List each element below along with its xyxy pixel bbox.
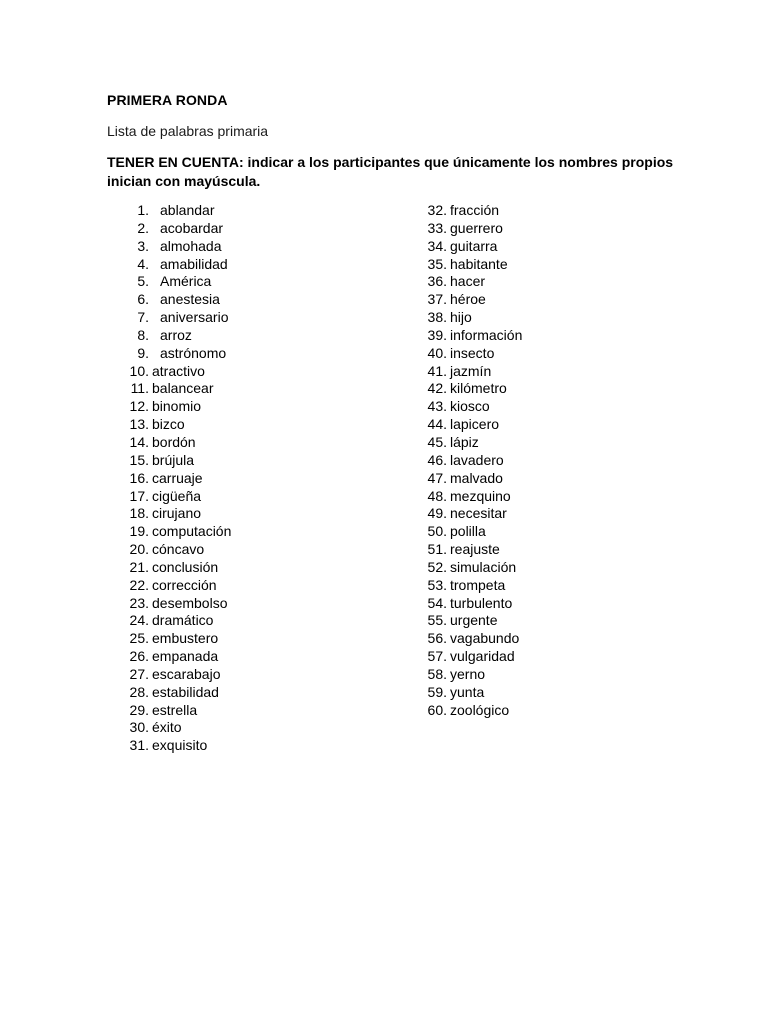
word-number: 9. bbox=[137, 344, 149, 361]
word-list-item bbox=[107, 291, 231, 309]
word-list-item bbox=[407, 220, 522, 238]
word-list-item bbox=[407, 291, 522, 309]
word-text: astrónomo bbox=[160, 344, 227, 361]
word-number: 59. bbox=[427, 683, 447, 700]
word-text: amabilidad bbox=[160, 255, 228, 272]
word-text: polilla bbox=[450, 523, 486, 540]
word-number: 37. bbox=[427, 291, 447, 308]
word-list-item bbox=[407, 488, 522, 506]
word-list-item bbox=[107, 327, 231, 345]
word-list-item bbox=[107, 434, 231, 452]
word-text: escarabajo bbox=[152, 665, 221, 682]
word-list-item bbox=[407, 559, 522, 577]
word-number: 5. bbox=[137, 273, 149, 290]
word-list-item bbox=[107, 630, 231, 648]
word-text: información bbox=[450, 326, 523, 343]
word-list-item bbox=[407, 380, 522, 398]
word-list-item bbox=[407, 666, 522, 684]
word-text: ablandar bbox=[160, 202, 215, 218]
word-list-item bbox=[107, 220, 231, 238]
word-number: 4. bbox=[137, 255, 149, 272]
word-number: 13. bbox=[129, 416, 149, 433]
word-list-item bbox=[107, 541, 231, 559]
word-text: América bbox=[160, 273, 212, 290]
word-list-item bbox=[107, 577, 231, 595]
word-text: mezquino bbox=[450, 487, 511, 504]
word-text: exquisito bbox=[152, 737, 208, 754]
instruction-note: TENER EN CUENTA: indicar a los participantes que únicamente los nombres propios inician con mayúscula. bbox=[107, 154, 674, 189]
word-list-item bbox=[107, 345, 231, 363]
word-text: almohada bbox=[160, 237, 222, 254]
word-text: urgente bbox=[450, 612, 498, 629]
word-list-item bbox=[107, 523, 231, 541]
word-text: lapicero bbox=[450, 416, 500, 433]
word-text: lavadero bbox=[450, 451, 504, 468]
word-number: 22. bbox=[129, 576, 149, 593]
word-number: 50. bbox=[427, 523, 447, 540]
word-number: 19. bbox=[129, 523, 149, 540]
word-number: 47. bbox=[427, 469, 447, 486]
word-list-item bbox=[407, 273, 522, 291]
word-number: 60. bbox=[427, 701, 447, 718]
word-text: estabilidad bbox=[152, 683, 219, 700]
word-text: empanada bbox=[152, 648, 219, 665]
word-number: 55. bbox=[427, 612, 447, 629]
word-list-item bbox=[407, 612, 522, 630]
document-title: PRIMERA RONDA bbox=[107, 92, 228, 108]
word-text: cirujano bbox=[152, 505, 202, 522]
word-list-item bbox=[407, 363, 522, 381]
word-number: 24. bbox=[129, 612, 149, 629]
word-text: bordón bbox=[152, 433, 196, 450]
word-list-item bbox=[407, 577, 522, 595]
word-text: héroe bbox=[450, 291, 486, 308]
word-text: anestesia bbox=[160, 291, 220, 308]
word-text: embustero bbox=[152, 630, 219, 647]
word-number: 15. bbox=[129, 451, 149, 468]
word-list-item bbox=[407, 505, 522, 523]
word-number: 27. bbox=[129, 665, 149, 682]
word-text: guitarra bbox=[450, 237, 498, 254]
word-list-item bbox=[407, 702, 522, 720]
word-number: 3. bbox=[137, 237, 149, 254]
word-text: turbulento bbox=[450, 594, 513, 611]
word-list-item bbox=[107, 505, 231, 523]
word-list-item bbox=[107, 559, 231, 577]
word-text: zoológico bbox=[450, 701, 510, 718]
word-text: conclusión bbox=[152, 558, 219, 575]
word-text: kilómetro bbox=[450, 380, 507, 397]
word-list-item bbox=[407, 256, 522, 274]
word-text: estrella bbox=[152, 701, 198, 718]
word-list-item bbox=[107, 380, 231, 398]
word-list-item bbox=[107, 737, 231, 755]
word-list-item bbox=[407, 434, 522, 452]
word-number: 38. bbox=[427, 309, 447, 326]
word-text: reajuste bbox=[450, 541, 500, 558]
word-number: 57. bbox=[427, 648, 447, 665]
word-list-item bbox=[407, 202, 522, 220]
word-number: 2. bbox=[137, 219, 149, 236]
word-number: 23. bbox=[129, 594, 149, 611]
word-number: 25. bbox=[129, 630, 149, 647]
word-text: bizco bbox=[152, 416, 185, 433]
word-list-item bbox=[107, 202, 231, 220]
word-text: binomio bbox=[152, 398, 202, 415]
word-number: 33. bbox=[427, 219, 447, 236]
word-list-item bbox=[107, 684, 231, 702]
word-number: 21. bbox=[129, 558, 149, 575]
word-number: 58. bbox=[427, 665, 447, 682]
word-text: yerno bbox=[450, 665, 486, 682]
word-list-item bbox=[407, 470, 522, 488]
word-list-item bbox=[407, 345, 522, 363]
word-text: éxito bbox=[152, 719, 182, 736]
word-number: 14. bbox=[129, 433, 149, 450]
word-number: 41. bbox=[427, 362, 447, 379]
word-number: 35. bbox=[427, 255, 447, 272]
word-list-item bbox=[107, 309, 231, 327]
word-list-item bbox=[407, 309, 522, 327]
word-number: 39. bbox=[427, 326, 447, 343]
word-number: 56. bbox=[427, 630, 447, 647]
word-text: simulación bbox=[450, 558, 517, 575]
word-list-item bbox=[107, 238, 231, 256]
word-text: fracción bbox=[450, 202, 500, 218]
word-list-item bbox=[407, 416, 522, 434]
word-number: 42. bbox=[427, 380, 447, 397]
word-text: dramático bbox=[152, 612, 214, 629]
word-number: 45. bbox=[427, 433, 447, 450]
word-list-item bbox=[107, 719, 231, 737]
word-number: 52. bbox=[427, 558, 447, 575]
word-list-item bbox=[107, 416, 231, 434]
word-number: 46. bbox=[427, 451, 447, 468]
word-text: yunta bbox=[450, 683, 485, 700]
word-text: computación bbox=[152, 523, 232, 540]
word-list-item bbox=[407, 452, 522, 470]
word-list-item bbox=[407, 595, 522, 613]
word-list-item bbox=[407, 541, 522, 559]
word-number: 10. bbox=[129, 362, 149, 379]
word-list-item bbox=[107, 256, 231, 274]
word-text: atractivo bbox=[152, 362, 205, 379]
word-list-left bbox=[107, 202, 231, 755]
word-text: jazmín bbox=[450, 362, 492, 379]
word-number: 26. bbox=[129, 648, 149, 665]
word-list-item bbox=[107, 595, 231, 613]
word-list-item bbox=[407, 648, 522, 666]
word-text: arroz bbox=[160, 326, 192, 343]
word-text: aniversario bbox=[160, 309, 229, 326]
document-subtitle: Lista de palabras primaria bbox=[107, 123, 269, 139]
word-text: malvado bbox=[450, 469, 503, 486]
word-number: 18. bbox=[129, 505, 149, 522]
word-list-item bbox=[107, 648, 231, 666]
word-number: 6. bbox=[137, 291, 149, 308]
word-number: 16. bbox=[129, 469, 149, 486]
word-number: 31. bbox=[129, 737, 149, 754]
word-number: 12. bbox=[129, 398, 149, 415]
word-text: vagabundo bbox=[450, 630, 520, 647]
word-text: balancear bbox=[152, 380, 214, 397]
word-list-item bbox=[107, 273, 231, 291]
word-number: 1. bbox=[137, 202, 149, 218]
word-number: 51. bbox=[427, 541, 447, 558]
word-number: 17. bbox=[129, 487, 149, 504]
word-number: 29. bbox=[129, 701, 149, 718]
word-list-item bbox=[107, 470, 231, 488]
word-list-item bbox=[407, 523, 522, 541]
word-number: 7. bbox=[137, 309, 149, 326]
word-number: 43. bbox=[427, 398, 447, 415]
word-number: 49. bbox=[427, 505, 447, 522]
word-number: 20. bbox=[129, 541, 149, 558]
word-number: 30. bbox=[129, 719, 149, 736]
word-text: desembolso bbox=[152, 594, 228, 611]
word-text: kiosco bbox=[450, 398, 490, 415]
word-list-item bbox=[407, 327, 522, 345]
word-number: 28. bbox=[129, 683, 149, 700]
word-text: vulgaridad bbox=[450, 648, 515, 665]
word-list-item bbox=[407, 684, 522, 702]
word-text: brújula bbox=[152, 451, 195, 468]
word-number: 48. bbox=[427, 487, 447, 504]
word-list-item bbox=[407, 238, 522, 256]
word-list-item bbox=[407, 630, 522, 648]
word-list-item bbox=[107, 488, 231, 506]
word-text: guerrero bbox=[450, 219, 503, 236]
word-text: lápiz bbox=[450, 433, 479, 450]
word-number: 40. bbox=[427, 344, 447, 361]
word-list-item bbox=[407, 398, 522, 416]
word-text: carruaje bbox=[152, 469, 203, 486]
word-list-item bbox=[107, 612, 231, 630]
word-list-item bbox=[107, 363, 231, 381]
word-number: 11. bbox=[130, 380, 149, 397]
word-text: corrección bbox=[152, 576, 217, 593]
word-number: 34. bbox=[427, 237, 447, 254]
word-text: hacer bbox=[450, 273, 486, 290]
word-text: cóncavo bbox=[152, 541, 205, 558]
word-list-item bbox=[107, 452, 231, 470]
word-number: 44. bbox=[427, 416, 447, 433]
word-number: 53. bbox=[427, 576, 447, 593]
word-number: 32. bbox=[427, 202, 447, 218]
word-text: acobardar bbox=[160, 219, 224, 236]
word-text: hijo bbox=[450, 309, 472, 326]
word-text: trompeta bbox=[450, 576, 506, 593]
word-text: habitante bbox=[450, 255, 508, 272]
word-text: cigüeña bbox=[152, 487, 202, 504]
word-number: 54. bbox=[427, 594, 447, 611]
word-list-item bbox=[107, 702, 231, 720]
word-list-right bbox=[407, 202, 522, 719]
word-list-item bbox=[107, 398, 231, 416]
word-text: necesitar bbox=[450, 505, 507, 522]
word-number: 36. bbox=[427, 273, 447, 290]
word-list-item bbox=[107, 666, 231, 684]
word-text: insecto bbox=[450, 344, 495, 361]
word-number: 8. bbox=[137, 326, 149, 343]
